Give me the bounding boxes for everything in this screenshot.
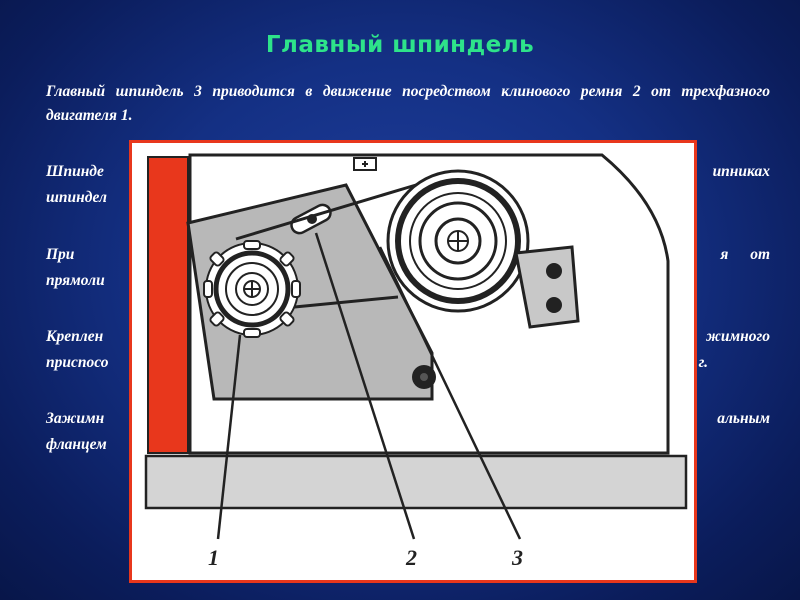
spindle-drawing — [132, 143, 694, 580]
fragment-right-2: я от — [720, 246, 770, 263]
motor-pulley — [204, 241, 300, 337]
slide-title: Главный шпиндель — [265, 32, 535, 58]
spindle-diagram — [129, 140, 697, 583]
fragment-left-5: Креплен — [46, 328, 104, 345]
label-3: 3 — [512, 545, 523, 570]
fragment-right-5: альным — [717, 410, 770, 427]
spindle-pulley — [388, 171, 528, 311]
fragment-left-3: При — [46, 246, 75, 263]
fragment-left-6: приспосо — [46, 354, 109, 371]
fragment-left-4: прямоли — [46, 272, 105, 289]
fragment-right-3: жимного — [706, 328, 770, 345]
fragment-left-8: фланцем — [46, 436, 107, 453]
fragment-left-2: шпиндел — [46, 189, 107, 206]
label-2: 2 — [406, 545, 417, 570]
fragment-left-7: Зажимн — [46, 410, 105, 427]
paragraph-intro: Главный шпиндель 3 приводится в движение посредством клинового ремня 2 от трехфазного двигателя 1. — [46, 83, 770, 124]
red-bar — [148, 157, 188, 453]
fragment-right-1: ипниках — [712, 163, 770, 180]
fragment-right-4: г. — [698, 354, 708, 371]
label-1: 1 — [208, 545, 219, 570]
fragment-left-1: Шпинде — [46, 163, 104, 180]
